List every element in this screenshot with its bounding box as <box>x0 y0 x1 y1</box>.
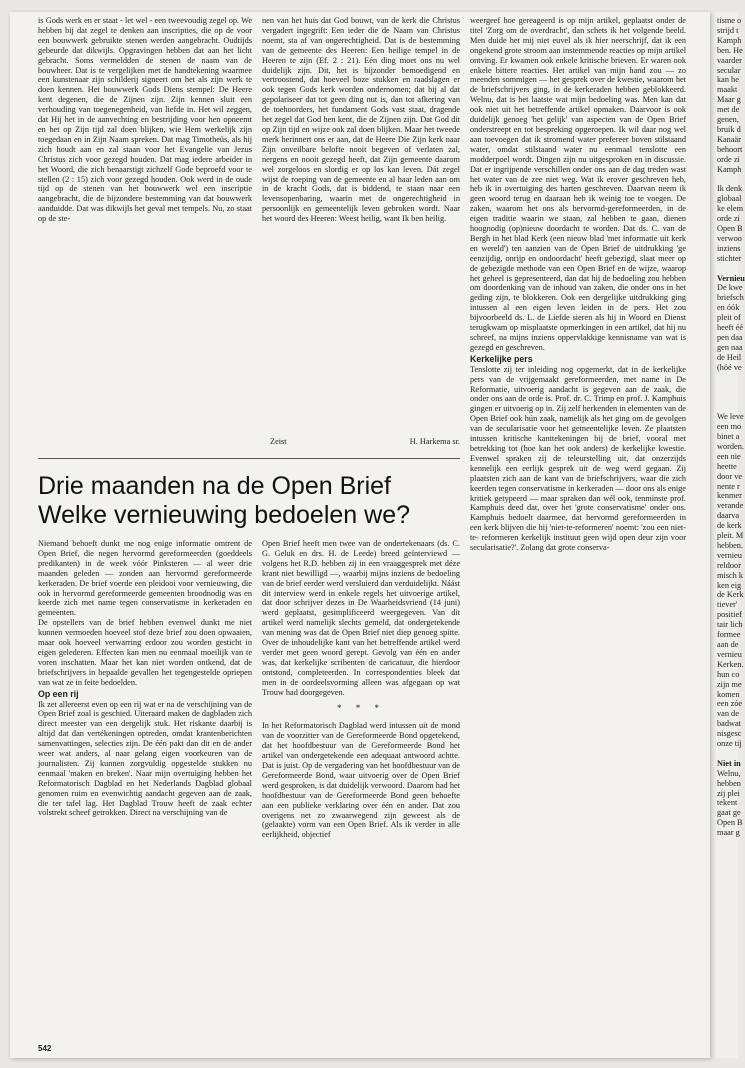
subheading-kerkelijke-pers: Kerkelijke pers <box>470 353 533 364</box>
edge-line: Ik denk <box>717 184 743 194</box>
edge-line: maar g <box>717 828 740 838</box>
top-column-2 <box>262 16 460 224</box>
edge-line: met de <box>717 105 740 115</box>
edge-line: briefsch <box>717 293 744 303</box>
edge-line: Niet in <box>717 758 741 768</box>
edge-line: ke elem <box>717 204 744 214</box>
edge-line: behoort <box>717 144 743 154</box>
edge-line: ken eig <box>717 580 742 590</box>
edge-line: pen daa <box>717 332 743 342</box>
edge-line: een nie <box>717 451 741 461</box>
edge-line: zijn me <box>717 679 742 689</box>
edge-line: worden. <box>717 441 744 451</box>
article-column-3 <box>470 16 686 553</box>
edge-line: een zóe <box>717 699 743 709</box>
edge-line: Open B <box>717 818 743 828</box>
edge-line: Vernieu <box>717 273 745 283</box>
adjacent-page-edge <box>716 12 745 1058</box>
edge-line: heette <box>717 461 737 471</box>
article-column-2 <box>262 539 460 840</box>
article-column-1 <box>38 539 252 818</box>
edge-line: orde zi <box>717 214 740 224</box>
edge-line: tisme o <box>717 16 742 25</box>
headline-line-2: Welke vernieuwing bedoelen we? <box>38 501 410 529</box>
edge-line: kenmer <box>717 491 742 501</box>
edge-line: secular <box>717 65 741 75</box>
edge-line: pleit of <box>717 313 741 323</box>
edge-line: misch k <box>717 570 744 580</box>
article-paragraph: Ik zet allereerst even op een rij wat er na de verschijning van de Open Brief zoal is geschied. Uiteraard maken de dagbladen zich direct meester van een dergelijk stuk. Het riskante daarbij is altijd dat dan vertékeningen optreden, omdat krantenberichten samenvattingen, selecties zijn. De één pakt dan dit en de ander weer wat anders, al naar gelang eigen voorkeuren van de journalisten. Zij kunnen zorgvuldig opgestelde stukken nu eenmaal 'maken en breken'. Naar mijn overtuiging hebben het Reformatorisch Dagblad en het Nederlands Dagblad globaal genomen ruim en evenwichtig aandacht gegeven aan de zaak, die ter tafel lag. Het Dagblad Trouw heeft de zaak echter volstrekt scheef getrokken. Direct na verschijning van de <box>38 699 252 818</box>
signature-place: Zeist <box>270 437 287 446</box>
edge-line: hun co <box>717 669 740 679</box>
page-number: 542 <box>38 1044 52 1053</box>
edge-line: formee <box>717 630 741 640</box>
article-paragraph: weergeef hoe gereageerd is op mijn artikel, geplaatst onder de titel 'Zorg om de overdracht', dan schets ik het volgende beeld. Men duide het mij niet euvel als ik hier neerschrijf, dat ik een ongekend grote stroom aan instemmende reacties op mijn artikel ontving. Er kwamen ook enkele kritische brieven. Er waren ook enkele bittere reacties. Het artikel van mijn hand zou — zo meenden sommigen — het gesprek over de kwestie, waarom het de briefschrijvers ging, in de kerkeraden hebben geblokkeerd. Welnu, dat is het laatste wat mijn bedoeling was. Men kan dat ook niet uit het betreffende artikel opmaken. Daarvoor is ook duidelijk genoeg 'het gelijk' van aspecten van de Open Brief onderstreept en tot bespreking opgeroepen. Ik wil daar nog wel aan toevoegen dat ik stromend water prefereer boven stilstaand water, omdat stilstaand water nu eenmaal tenslotte een modderpoel wordt. Dingen zijn nu uitgesproken en in discussie. Dat er ingrijpende verschillen onder ons aan de dag treden wast het water van de zee niet weg. Wat ik erover geschreven heb, heb ik in overtuiging des harten geschreven. Daarvan neem ik geen woord terug en daaraan heb ik weinig toe te voegen. De zaken, waarom het ons als hervormd-gereformeerden, in de eigen traditie waarin we staan, zal hebben te gaan, dienen hoognodig (op)nieuw doordacht te worden. Dat ds. C. van de Bergh in het blad Kerk (een nieuw blad 'met informatie uit kerk en wereld') ten aanzien van de Open Brief de uitdrukking 'ge eenzijdig, onrijp en ondoordacht' heeft gebezigd, slaat meer op de gebezigde methode van een Open Brief en de wijze, waarop het geheel is gepresenteerd, dan dat hij de bedoeling zou hebben om doordenking van de inhoud van zaken, die onder ons in het geding zijn, te blokkeren. Ook een dergelijke uitdrukking ging intussen al een eigen leven leiden in de pers. Het zou bijvoorbeeld ds. L. de Liefde sieren als hij in Woord en Dienst terugkwam op misplaatste opmerkingen in een artikel, dat hij nu schreef, na mijns inziens oppervlakkige kennisname van wat is gezegd en geschreven. <box>470 16 686 352</box>
edge-line: Welnu, <box>717 768 741 778</box>
edge-line: heeft éé <box>717 323 744 333</box>
top-column-2-text: nen van het huis dat God bouwt, van de kerk die Christus vergadert ingegrift: Een ieder die de Naam van Christus noemt, sta af van ongerechtigheid. Dat is de bestemming van de gemeente des Heeren: Een heilige tempel in de Heeren te zijn (Ef. 2 : 21). Eén ding moet ons nu wel duidelijk zijn. Dit, het is bijzonder bemoedigend en vertroostend, dat hoeveel boze stukken en raadslagen er ook tegen Gods kerk worden ondernomen; dat bij al dat gepolariseer dat tot geen ding nut is, dan tot afkering van de toehoorders, het fundament Gods vast staat, dragende het zegel dat God hen kent, die de Zijnen zijn. Dat God dit op Zijn tijd en wijze ook zal doen blijken. Maar het tweede merk herinnert ons er aan, dat de Heere Die Zijn kerk naar Zijn onveilbare belofte nooit begeven of verlaten zal, nergens en nooit gezegd heeft, dat Zijn gemeente daarom wel zorgeloos en slordig er op los kan leven. Dát zegel wijst de roeping van de gemeente en al haar leden aan om in de kracht Gods, dat is biddend, te staan naar een levensopenbaring, waarin met de ongerechtigheid in persoonlijk en gemeentelijk leven gebroken wordt. Naar het woord des Heeren: Weest heilig, want Ik ben heilig. <box>262 16 460 224</box>
top-column-1-text: is Gods werk en er staat - let wel - een tweevoudig zegel op. We hebben bij dat zegel te denken aan inscripties, die op de voor een bouwwerk gebruikte stenen werden aangebracht. Oudtijds gebeurde dat dikwijls. Opgravingen hebben dat aan het licht gebracht. Soms vermeldden de stenen de naam van de bouwheer. Dat is te vergelijken met de handtekening waarmee een kunstenaar zijn schilderij signeert om het als zijn werk te doen kennen. Het bouwwerk Gods Diens stempel: De Heere kent degenen, die de Zijnen zijn. Zijn kennen sluit een verhouding van toegenegenheid, van liefde in. Het wil zeggen, dat Hij het in de aanvechting en bestrijding voor hen opneemt en het op Zijn tijd zal doen blijken, wie Hem werkelijk zijn toegedaan en in Zijn Naam spreken. Dat mag Timotheüs, als hij zich houdt aan en zal staan voor het Evangelie van Jezus Christus zich voor gezegd houden. Dat mag iedere arbeider in het Woord, die zich benaarstigt zichzelf Gode beproefd voor te stellen (2 : 15) zich voor gezegd houden. Ook werd in de oude tijd op de stenen van het bouwwerk wel een inscriptie aangebracht, die de bijzondere bestemming van dat bouwwerk aanduidde. Dat was dikwijls het geval met tempels. Nu, zo staat op de ste- <box>38 16 252 224</box>
edge-line: hebben <box>717 778 741 788</box>
edge-line: daarva <box>717 511 740 521</box>
top-column-1 <box>38 16 252 224</box>
article-paragraph: In het Reformatorisch Dagblad werd intussen uit de mond van de voorzitter van de Gereformeerde Bond opgetekend, dat het hoofdbestuur van de Gereformeerde Bond het artikel van ondergetekende een adequaat antwoord achtte. Dat is juist. Op de vergadering van het hoofdbestuur van de Gereformeerde Bond, waar uitvoerig over de Open Brief werd gesproken, is dat duidelijk verwoord. Daarom had het hoofdbestuur van de Gereformeerde Bond geen behoefte aan een publieke verklaring over één en ander. Dat zou overigens net zo zwaarwegend zijn geweest als de (gelaakte) vorm van een Open Brief. Als ik verder in alle eerlijkheid, objectief <box>262 721 460 840</box>
edge-line: de Heil <box>717 352 742 362</box>
edge-line: Kamph <box>717 35 742 45</box>
edge-line: binet a <box>717 431 740 441</box>
article-paragraph: Open Brief heeft men twee van de ondertekenaars (ds. C. G. Geluk en drs. H. de Leede) breed geïnterviewd — volgens het R.D. hebben zij in een vraaggesprek met déze krant niet bewilligd —, waarbij mijns inziens de bedoeling van de brief eerder werd versluierd dan verduidelijkt. Náást dit interview werd in enkele regels het uitvoerige artikel, dat door schrijver dezes in De Waarheidsvriend (14 juni) werd geplaatst, gesimplificeerd weergegeven. Van dit artikel werd namelijk slechts gemeld, dat ondergetekende van mening was dat de Open Brief niet diep genoeg spitte. Over de inhoudelijke kant van het betreffende artikel werd verder met geen woord gerept. Gevolg van één en ander was, dat kerkelijke scribenten de caricatuur, die hierdoor ontstond, completeerden. In correspondenties bleek dat men in de oordeelsvorming alleen was afgegaan op wat Trouw had doorgegeven. <box>262 539 460 697</box>
subheading-op-een-rij: Op een rij <box>38 688 79 699</box>
edge-line: maakt <box>717 85 738 95</box>
edge-line: (hóé ve <box>717 362 742 372</box>
edge-line: nente r <box>717 481 740 491</box>
edge-line: Kerken. <box>717 659 744 669</box>
edge-line: zij plei <box>717 788 740 798</box>
edge-line: kan he <box>717 75 739 85</box>
edge-line: onze tij <box>717 739 742 749</box>
edge-line: genen, <box>717 115 739 125</box>
section-divider <box>38 458 460 459</box>
edge-line: tiever' <box>717 600 738 610</box>
edge-line: door ve <box>717 471 743 481</box>
edge-line: Kamph <box>717 164 742 174</box>
headline-line-1: Drie maanden na de Open Brief <box>38 472 391 500</box>
edge-line: reldoor <box>717 560 741 570</box>
edge-line: positief <box>717 610 742 620</box>
edge-line: de kerk <box>717 521 742 531</box>
edge-line: gaat ge <box>717 808 741 818</box>
edge-line: Maar g <box>717 95 741 105</box>
edge-line: strijd t <box>717 25 739 35</box>
article-paragraph: De opstellers van de brief hebben evenwel dunkt me niet kunnen vermoeden hoeveel stof deze brief zou doen opwaaien, maar ook hoeveel verwarring erdoor zou worden gesticht in eigen gelederen. Effecten kan men nu eenmaal moeilijk van te voren inschatten. Maar het kan niet worden ontkend, dat de briefschrijvers in bepaalde gevallen het tegengestelde opriepen van wat ze in feite bedoelden. <box>38 618 252 687</box>
signature <box>270 437 460 446</box>
edge-line: globaal <box>717 194 742 204</box>
edge-line: en óók <box>717 303 740 313</box>
edge-line: tekent <box>717 798 738 808</box>
edge-line: Kanaär <box>717 134 741 144</box>
article-paragraph: Tenslotte zij ter inleiding nog opgemerkt, dat in de kerkelijke pers van de vrijgemaakt gereformeerden, met name in De Reformatie, uitvoerig aandacht is gegeven aan de zaak, die onder ons aan de orde is. Prof. dr. C. Trimp en prof. J. Kamphuis gingen er uitvoerig op in. Zij zelf herkenden in elementen van de Open Brief ook hún zaak, namelijk als het ging om de gevolgen van de secularisatie voor het gemeentelijke leven. Ze plaatsten intussen kritische kanttekeningen bij de brief, vooral met betrekking tot (hoe kan het ook anders) de kerkelijke kwestie. Evenwel spraken zij de teleurstelling uit, dat onzerzijds kennelijk een eerlijk gesprek uit de weg werd gegaan. Zij plaatsten zich aan de kant van de briefschrijvers, waar die zich keerden tegen conservatisme in kerkeraden — door ons als enige kritiek getypeerd — maar spraken dan wél ook, tenminste prof. Kamphuis deed dat, over het 'grote conservatisme' onder ons. Kamphuis bedoelt daarmee, dat hervormd gereformeerden in een kerk blijven die hij 'niet-te-reformeren' noemt: 'zou een niet-te- reformeren kerkelijk instituut geen wijd open deur zijn voor secularisatie?'. Zolang dat grote conserva- <box>470 364 686 553</box>
magazine-page <box>10 12 710 1058</box>
edge-line: stichter <box>717 253 742 263</box>
edge-line: vernieu <box>717 649 742 659</box>
edge-line: De kwe <box>717 283 743 293</box>
edge-line: komen <box>717 689 740 699</box>
edge-line: nisgesc <box>717 729 742 739</box>
edge-line: We leve <box>717 412 744 422</box>
edge-line: verande <box>717 501 744 511</box>
edge-line: inziens <box>717 243 741 253</box>
edge-line: orde zi <box>717 154 740 164</box>
edge-line: de Kerk <box>717 590 744 600</box>
edge-line: pleit. M <box>717 531 744 541</box>
edge-line: vaarder <box>717 55 742 65</box>
edge-line: van de <box>717 709 739 719</box>
edge-line: bruik d <box>717 124 741 134</box>
edge-line: hebben. <box>717 540 744 550</box>
edge-line: badwat <box>717 719 741 729</box>
edge-line: vernieu <box>717 550 742 560</box>
section-stars: * * * <box>337 702 385 713</box>
adjacent-page-text <box>716 12 745 838</box>
edge-line: tair lich <box>717 620 743 630</box>
article-paragraph: Niemand behoeft dunkt me nog enige informatie omtrent de Open Brief, die negen hervormd gereformeerden (goeddeels predikanten) in de week vóór Pinksteren — al weer drie maanden geleden — zonden aan hervormd gereformeerde kerkeraden. De brief voerde een pleidooi voor vernieuwing, die ook in hervormd gereformeerde gemeenten broodnodig was en keerde zich met name tegen conservatisme in kerkeraden en gemeenten. <box>38 539 252 618</box>
edge-line: gen naa <box>717 342 743 352</box>
edge-line: aan de <box>717 640 739 649</box>
edge-line: een mo <box>717 422 742 432</box>
edge-line: Open B <box>717 224 743 234</box>
edge-line: ben. He <box>717 45 743 55</box>
signature-name: H. Harkema sr. <box>409 437 460 446</box>
edge-line: verwoo <box>717 233 742 243</box>
